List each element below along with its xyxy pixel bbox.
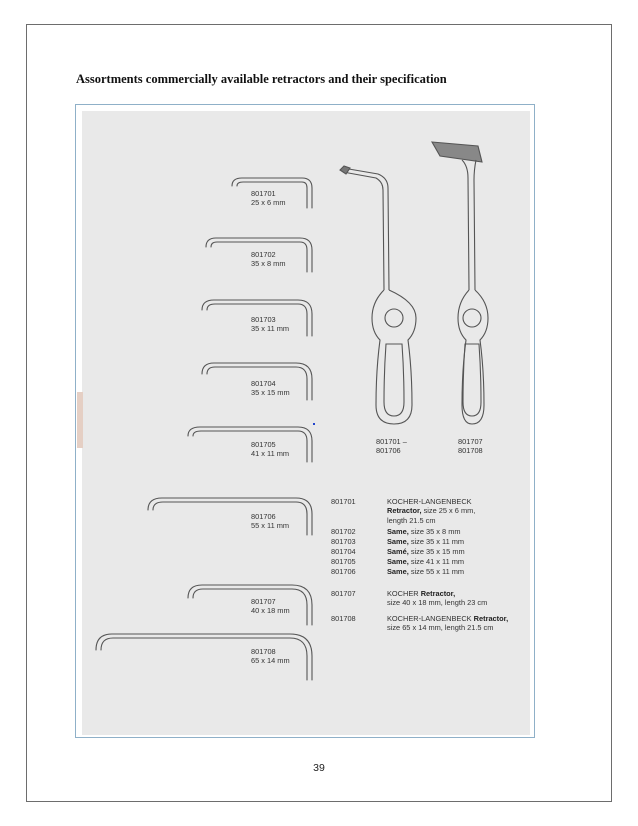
spec-code: 801701 (331, 497, 356, 506)
spec-code: 801705 (331, 557, 356, 566)
label-801707: 801707 40 x 18 mm (251, 597, 290, 615)
spec-code: 801703 (331, 537, 356, 546)
blade-801707 (188, 585, 312, 625)
page-heading: Assortments commercially available retractors and their specification (76, 72, 447, 86)
label-801706: 801706 55 x 11 mm (251, 512, 290, 530)
spec-code: 801708 (331, 614, 356, 623)
label-801708: 801708 65 x 14 mm (251, 647, 290, 665)
spec-desc: Same, size 41 x 11 mm (387, 557, 465, 566)
handle-label-left: 801701 – 801706 (376, 437, 407, 455)
label-801703: 801703 35 x 11 mm (251, 315, 290, 333)
spec-code: 801702 (331, 527, 356, 536)
label-801702: 801702 35 x 8 mm (251, 250, 286, 268)
handle-801707-801708 (432, 142, 488, 424)
spec-desc: KOCHER Retractor, size 40 x 18 mm, length 23 cm (387, 589, 488, 608)
page-number: 39 (313, 762, 325, 774)
spec-desc: Same, size 35 x 8 mm (387, 527, 461, 536)
blade-801705 (188, 427, 312, 462)
spec-desc: Same, size 55 x 11 mm (387, 567, 465, 576)
handle-801701-801706 (340, 166, 416, 424)
spec-desc: KOCHER-LANGENBECK Retractor, size 65 x 14 mm, length 21.5 cm (387, 614, 509, 633)
handle-label-right: 801707 801708 (458, 437, 483, 455)
spec-code: 801707 (331, 589, 356, 598)
label-801704: 801704 35 x 15 mm (251, 379, 290, 397)
spec-desc: Same, size 35 x 11 mm (387, 537, 465, 546)
spec-code: 801704 (331, 547, 356, 556)
spec-code: 801706 (331, 567, 356, 576)
label-801701: 801701 25 x 6 mm (251, 189, 286, 207)
spec-desc: KOCHER-LANGENBECK Retractor, size 25 x 6 mm, length 21.5 cm (387, 497, 476, 525)
label-801705: 801705 41 x 11 mm (251, 440, 290, 458)
spec-desc: Samé, size 35 x 15 mm (387, 547, 465, 556)
